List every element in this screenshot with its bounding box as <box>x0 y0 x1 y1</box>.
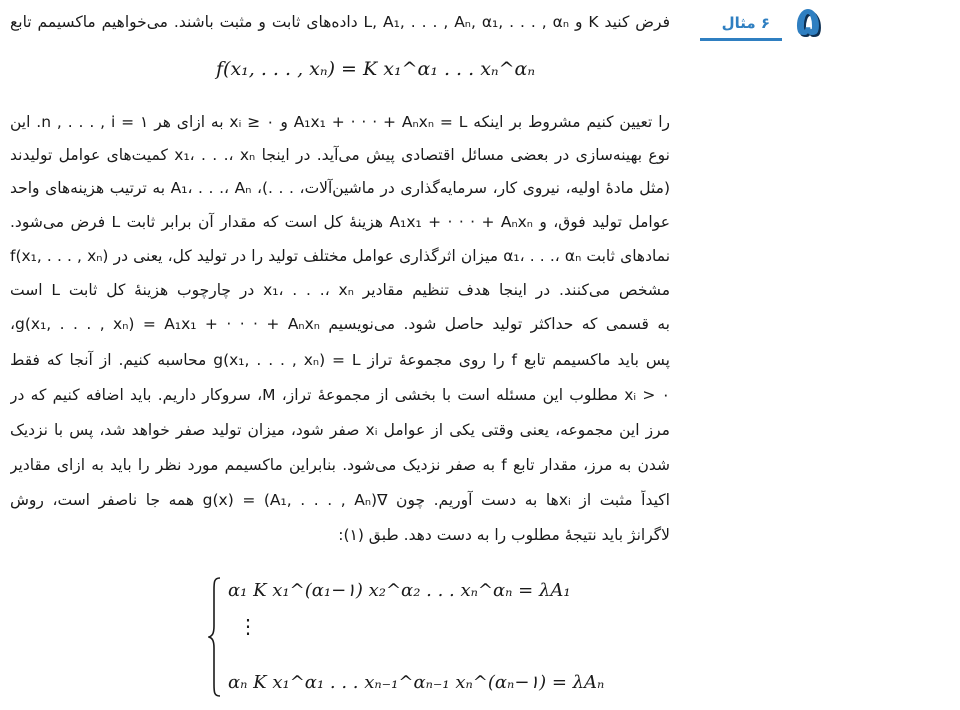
system-vertical-dots: ⋮ <box>238 614 258 638</box>
paragraph-line-6: نمادهای ثابت α₁، . . .، αₙ میزان اثرگذاری عوامل مختلف تولید را در تولید کل، یعنی در f(x₁, . . . , xₙ) <box>10 247 670 265</box>
paragraph-line-13: اکیداً مثبت از xᵢها به دست آوریم. چون ∇g(x) = (A₁, . . . , Aₙ) همه جا ناصفر است، روش <box>10 491 670 509</box>
paragraph-line-5: عوامل تولید فوق، و A₁x₁ + · · · + Aₙxₙ هزینهٔ کل است که مقدار آن برابر ثابت L فرض می‌شود. <box>10 213 670 231</box>
paragraph-line-2: را تعیین کنیم مشروط بر اینکه A₁x₁ + · · · + Aₙxₙ = L و xᵢ ≥ ۰ به ازای هر n , . . . , i = ۱. این <box>10 113 670 131</box>
paragraph-line-9: پس باید ماکسیمم تابع f را روی مجموعهٔ تراز g(x₁, . . . , xₙ) = L محاسبه کنیم. از آنجا که فقط <box>10 351 670 369</box>
example-number: ۵ <box>795 0 821 45</box>
lagrange-system <box>208 576 605 702</box>
left-brace-icon <box>208 576 222 698</box>
paragraph-line-4: (مثل مادهٔ اولیه، نیروی کار، سرمایه‌گذاری در ماشین‌آلات، . . .)، A₁، . . .، Aₙ به ترتیب هزینه‌های واحد <box>10 179 670 197</box>
function-equation <box>216 58 536 80</box>
paragraph-line-11: مرز این مجموعه، یعنی وقتی یکی از عوامل xᵢ صفر شود، میزان تولید صفر خواهد شد، پس با نزدیک <box>10 421 670 439</box>
example-label: ۶ مثال <box>721 14 770 32</box>
example-underline <box>700 38 782 41</box>
paragraph-line-14: لاگرانژ باید نتیجهٔ مطلوب را به دست دهد. طبق (۱): <box>338 526 670 544</box>
system-equation-last: αₙ K x₁^α₁ . . . xₙ₋₁^αₙ₋₁ xₙ^(αₙ−۱) = λAₙ <box>228 672 605 693</box>
paragraph-line-7: مشخص می‌کنند. در اینجا هدف تنظیم مقادیر x₁، . . .، xₙ در چارچوب هزینهٔ کل ثابت L است <box>10 281 670 299</box>
example-badge <box>700 0 832 45</box>
paragraph-line-3: نوع بهینه‌سازی در بعضی مسائل اقتصادی پیش می‌آید. در اینجا x₁، . . .، xₙ کمیت‌های عوامل تولیدند <box>10 146 670 164</box>
paragraph-line-10: xᵢ > ۰ مطلوب این مسئله است با بخشی از مجموعهٔ تراز، M، سروکار داریم. باید اضافه کنیم که در <box>10 386 670 404</box>
paragraph-line-8: به قسمی که حداکثر تولید حاصل شود. می‌نویسیم g(x₁, . . . , xₙ) = A₁x₁ + · · · + Aₙxₙ، <box>10 315 670 333</box>
function-equation-text: f(x₁, . . . , xₙ) = K x₁^α₁ . . . xₙ^αₙ <box>216 58 536 80</box>
paragraph-line-12: شدن به مرز، مقدار تابع f به صفر نزدیک می‌شود. بنابراین ماکسیمم مورد نظر را باید به ازای مقادیر <box>10 456 670 474</box>
system-equation-first: α₁ K x₁^(α₁−۱) x₂^α₂ . . . xₙ^αₙ = λA₁ <box>228 580 571 601</box>
paragraph-line-1: فرض کنید K و L, A₁, . . . , Aₙ, α₁, . . . , αₙ داده‌های ثابت و مثبت باشند. می‌خواهیم ماکسیمم تابع <box>10 13 670 31</box>
